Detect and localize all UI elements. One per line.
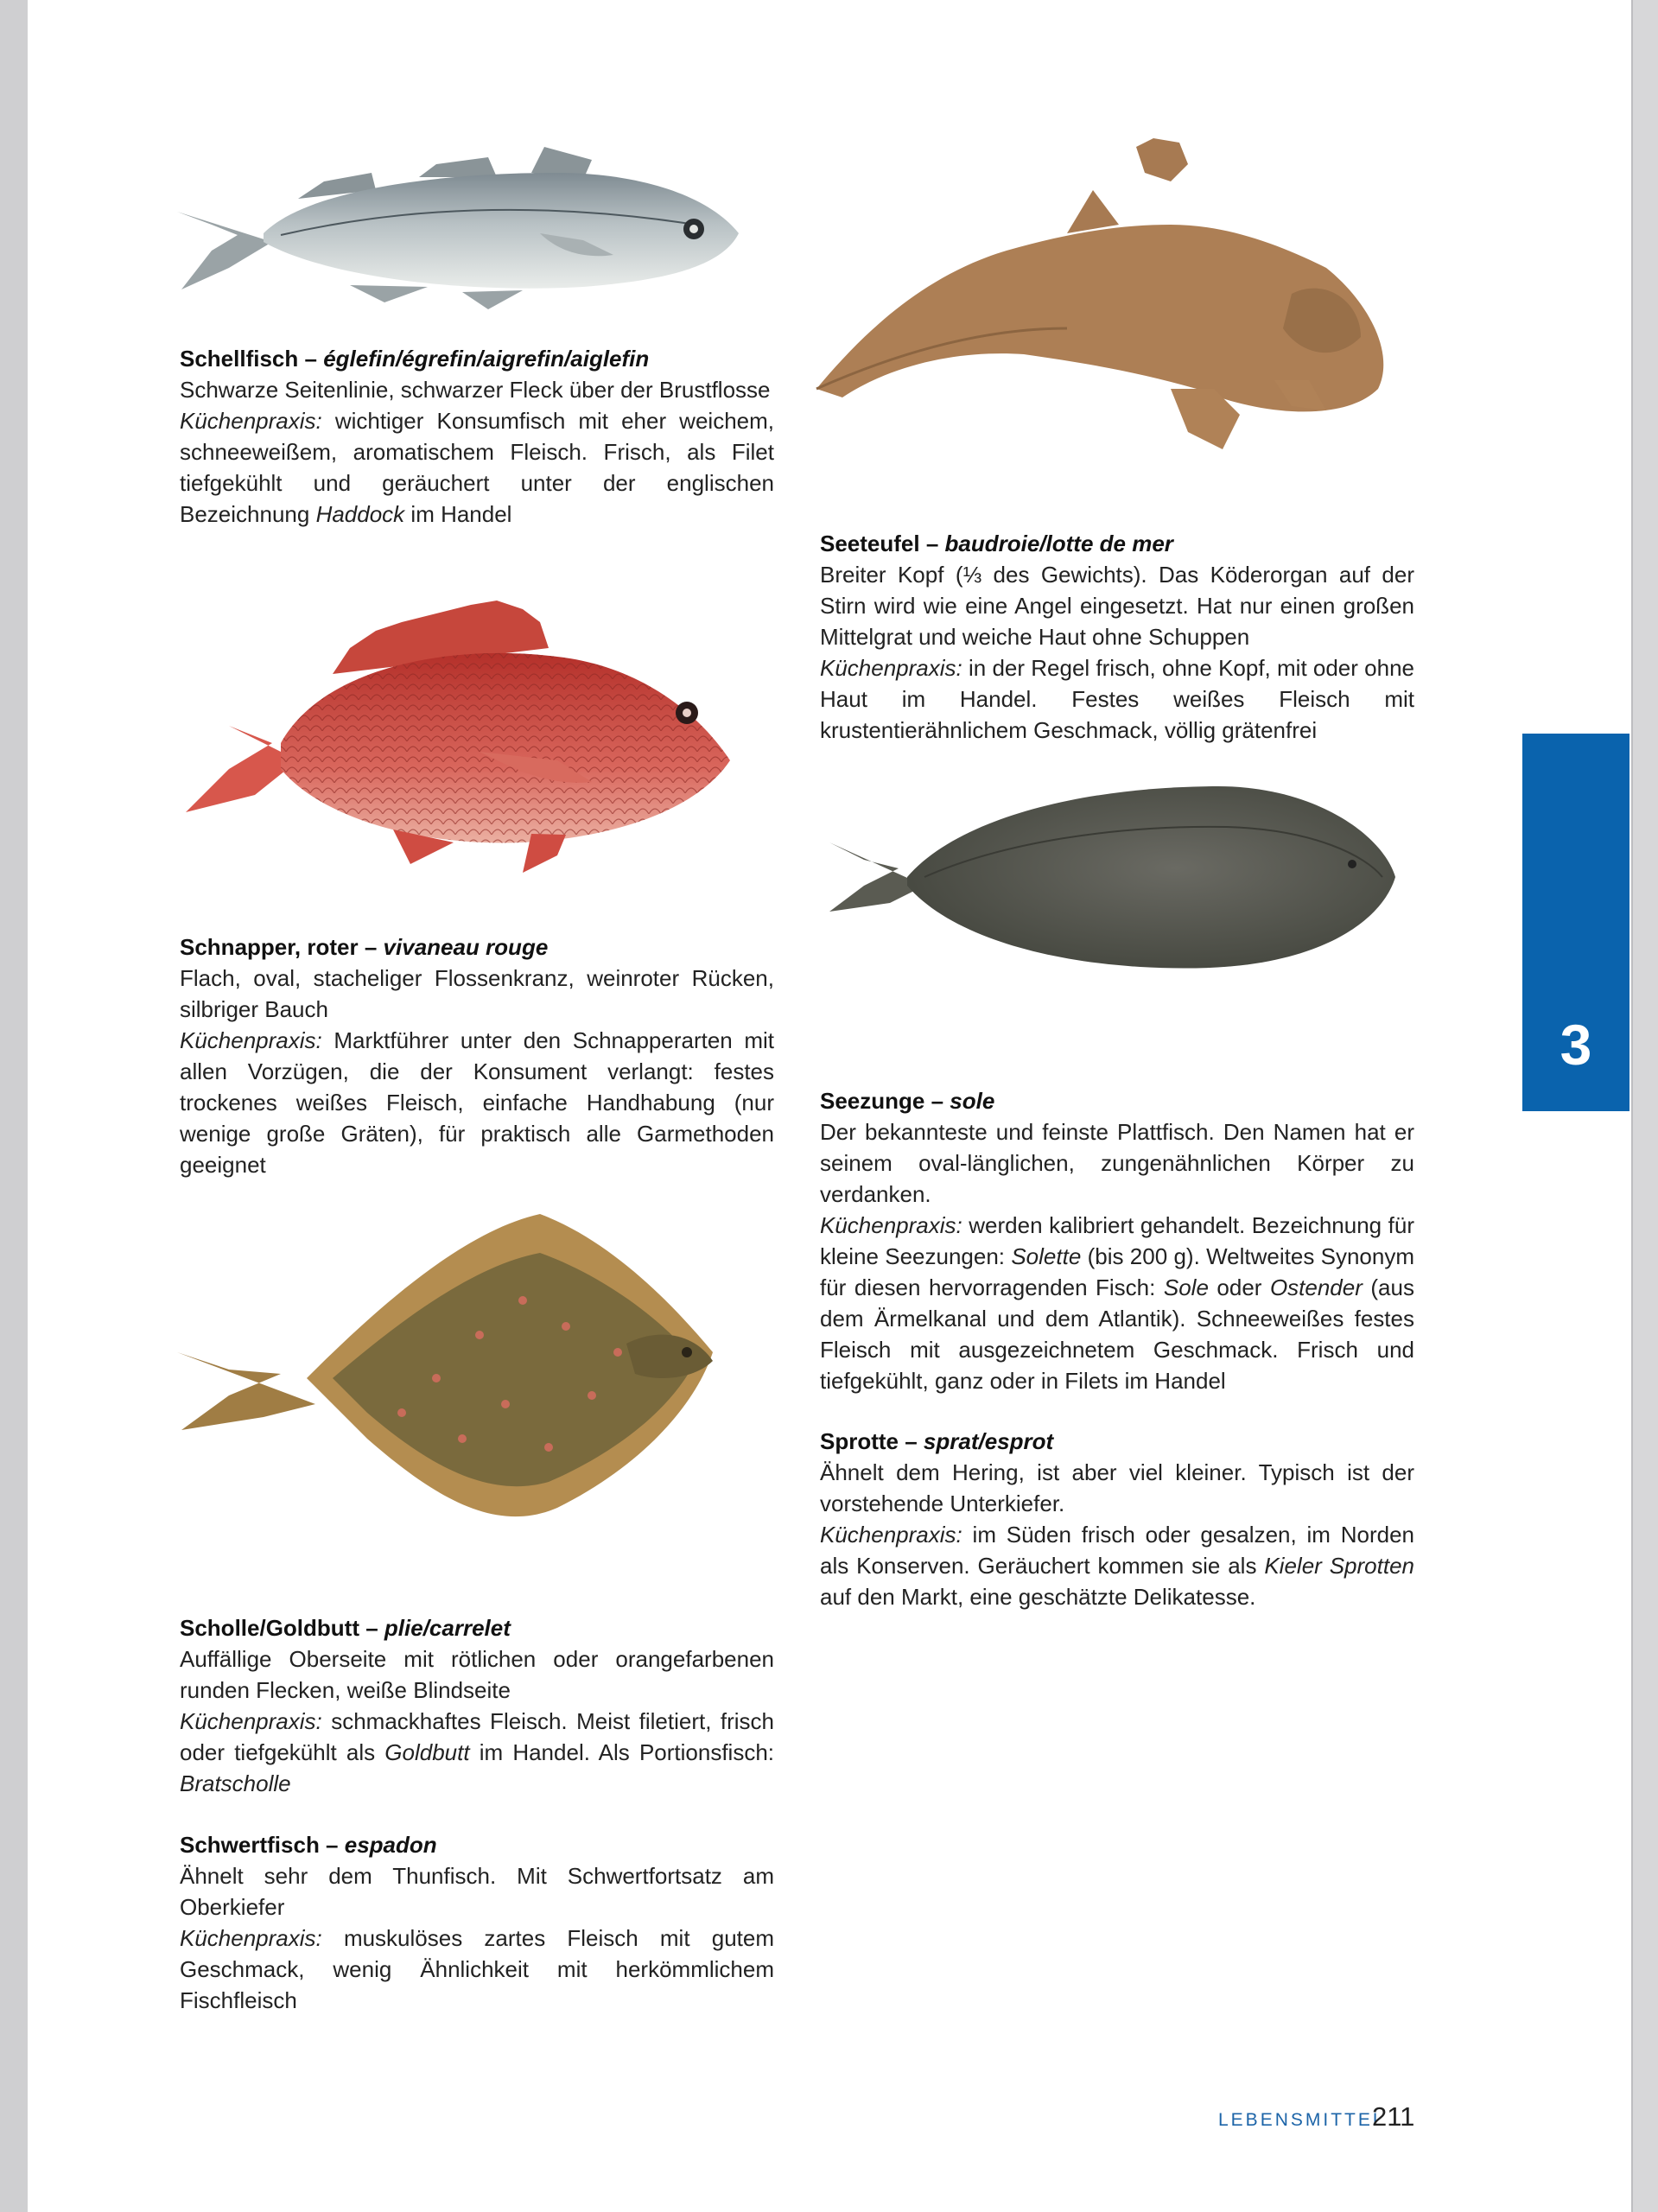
- entry-description: Der bekannteste und feinste Plattfisch. Den Namen hat er seinem oval-länglichen, zungenähnlichen Körper zu verdanken.: [820, 1119, 1414, 1207]
- sole-image: [829, 782, 1400, 981]
- entry-description: Ähnelt dem Hering, ist aber viel kleiner. Typisch ist der vorstehende Unterkiefer.: [820, 1459, 1414, 1516]
- entry-schwertfisch: [180, 1829, 774, 2016]
- entry-title: Scholle/Goldbutt – plie/carrelet: [180, 1615, 511, 1641]
- chapter-tab: [1522, 734, 1629, 1111]
- haddock-image: [177, 138, 747, 320]
- red-snapper-image: [177, 596, 747, 881]
- entry-title: Schellfisch – églefin/égrefin/aigrefin/aiglefin: [180, 346, 650, 372]
- entry-kitchen-practice: Küchenpraxis: in der Regel frisch, ohne Kopf, mit oder ohne Haut im Handel. Festes weißes Fleisch mit krustentierähnlichem Geschmack, völlig grätenfrei: [820, 655, 1414, 743]
- chapter-number: 3: [1560, 1013, 1592, 1077]
- entry-seeteufel: [820, 528, 1414, 746]
- entry-kitchen-practice: Küchenpraxis: Marktführer unter den Schnapperarten mit allen Vorzügen, die der Konsument verlangt: festes trockenes weißes Fleisch, einfache Handhabung (nur wenige große Gräten), für praktisch alle Garmethoden geeignet: [180, 1027, 774, 1178]
- entry-description: Auffällige Oberseite mit rötlichen oder orangefarbenen runden Flecken, weiße Blindseite: [180, 1646, 774, 1703]
- page-edge: [1631, 0, 1658, 2212]
- entry-description: Ähnelt sehr dem Thunfisch. Mit Schwertfortsatz am Oberkiefer: [180, 1863, 774, 1920]
- page-number: 211: [1372, 2101, 1415, 2132]
- monkfish-image: [808, 130, 1404, 458]
- entry-description: Schwarze Seitenlinie, schwarzer Fleck über der Brustflosse: [180, 377, 771, 403]
- entry-kitchen-practice: Küchenpraxis: wichtiger Konsumfisch mit eher weichem, schneeweißem, aromatischem Fleisch. Frisch, als Filet tiefgekühlt und geräuchert unter der englischen Bezeichnung Haddock im Handel: [180, 408, 774, 527]
- entry-scholle: [180, 1612, 774, 1799]
- entry-title: Sprotte – sprat/esprot: [820, 1428, 1054, 1454]
- entry-kitchen-practice: Küchenpraxis: muskulöses zartes Fleisch mit gutem Geschmack, wenig Ähnlichkeit mit herkömmlichem Fischfleisch: [180, 1925, 774, 2013]
- entry-title: Schnapper, roter – vivaneau rouge: [180, 934, 549, 960]
- footer-section-label: LEBENSMITTEL: [1218, 2110, 1386, 2130]
- plaice-image: [177, 1205, 773, 1534]
- entry-kitchen-practice: Küchenpraxis: im Süden frisch oder gesalzen, im Norden als Konserven. Geräuchert kommen sie als Kieler Sprotten auf den Markt, eine geschätzte Delikatesse.: [820, 1522, 1414, 1610]
- entry-sprotte: [820, 1426, 1414, 1612]
- entry-kitchen-practice: Küchenpraxis: werden kalibriert gehandelt. Bezeichnung für kleine Seezungen: Solette (bis 200 g). Weltweites Synonym für diesen hervorragenden Fisch: Sole oder Ostender (aus dem Ärmelkanal und dem Atlantik). Schneeweißes festes Fleisch mit ausgezeichnetem Geschmack. Frisch und tiefgekühlt, ganz oder in Filets im Handel: [820, 1212, 1415, 1394]
- entry-seezunge: [820, 1085, 1414, 1396]
- entry-schellfisch: [180, 343, 774, 530]
- entry-title: Seeteufel – baudroie/lotte de mer: [820, 531, 1173, 556]
- entry-description: Breiter Kopf (⅓ des Gewichts). Das Köderorgan auf der Stirn wird wie eine Angel eingesetzt. Hat nur einen großen Mittelgrat und weiche Haut ohne Schuppen: [820, 562, 1414, 650]
- entry-kitchen-practice: Küchenpraxis: schmackhaftes Fleisch. Meist filetiert, frisch oder tiefgekühlt als Goldbutt im Handel. Als Portionsfisch: Bratscholle: [180, 1708, 775, 1796]
- entry-title: Schwertfisch – espadon: [180, 1832, 437, 1858]
- entry-schnapper: [180, 931, 774, 1180]
- entry-description: Flach, oval, stacheliger Flossenkranz, weinroter Rücken, silbriger Bauch: [180, 965, 774, 1022]
- entry-title: Seezunge – sole: [820, 1088, 995, 1114]
